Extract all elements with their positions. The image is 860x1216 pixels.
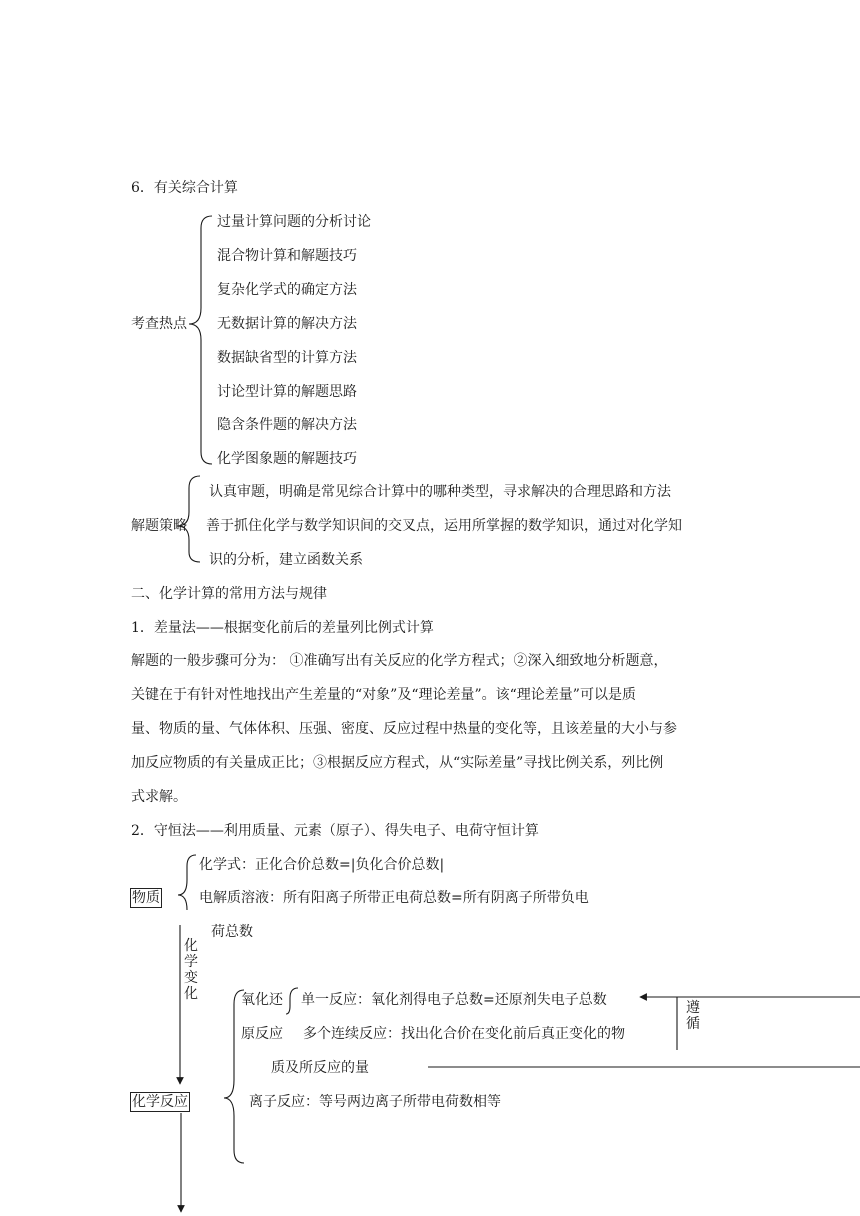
paragraph-line: 量、物质的量、气体体积、压强、密度、反应过程中热量的变化等，且该差量的大小与参	[131, 721, 677, 737]
brace-reaction	[224, 990, 244, 1163]
hotspot-item: 混合物计算和解题技巧	[217, 248, 357, 264]
chem-change-label: 化学变化	[184, 938, 198, 1002]
strategy-label: 解题策略	[131, 518, 187, 534]
hotspot-item: 无数据计算的解决方法	[217, 316, 357, 332]
hotspot-item: 化学图象题的解题技巧	[217, 451, 357, 467]
strategy-item: 识的分析，建立函数关系	[209, 552, 363, 568]
part-heading: 二、化学计算的常用方法与规律	[131, 586, 327, 602]
paragraph-line: 加反应物质的有关量成正比；③根据反应方程式，从“实际差量”寻找比例关系，列比例	[131, 755, 664, 771]
matter-box: 物质	[132, 890, 160, 906]
matter-item: 化学式：正化合价总数=|负化合价总数|	[199, 857, 445, 873]
hotspot-item: 过量计算问题的分析讨论	[217, 214, 371, 230]
brace-hotspots	[189, 216, 212, 464]
paragraph-line: 关键在于有针对性地找出产生差量的“对象”及“理论差量”。该“理论差量”可以是质	[131, 687, 636, 703]
single-reaction: 单一反应：氧化剂得电子总数=还原剂失电子总数	[301, 992, 607, 1008]
redox-label: 原反应	[241, 1026, 283, 1042]
multi-reaction: 质及所反应的量	[271, 1060, 369, 1076]
follow-label: 遵循	[686, 1000, 700, 1032]
reaction-box: 化学反应	[132, 1094, 188, 1110]
redox-label: 氧化还	[241, 992, 283, 1008]
paragraph-line: 式求解。	[131, 789, 187, 805]
strategy-item: 认真审题，明确是常见综合计算中的哪种类型，寻求解决的合理思路和方法	[209, 484, 671, 500]
section-heading: 6．有关综合计算	[131, 180, 238, 196]
paragraph-line: 解题的一般步骤可分为： ①准确写出有关反应的化学方程式；②深入细致地分析题意，	[131, 653, 668, 669]
ionic-reaction: 离子反应：等号两边离子所带电荷数相等	[249, 1094, 501, 1110]
hotspot-item: 讨论型计算的解题思路	[217, 384, 357, 400]
hotspot-label: 考查热点	[131, 316, 187, 332]
multi-reaction: 多个连续反应：找出化合价在变化前后真正变化的物	[303, 1026, 625, 1042]
strategy-item: 善于抓住化学与数学知识间的交叉点，运用所掌握的数学知识，通过对化学知	[206, 518, 682, 534]
hotspot-item: 数据缺省型的计算方法	[217, 350, 357, 366]
method-title: 2．守恒法——利用质量、元素（原子）、得失电子、电荷守恒计算	[131, 823, 539, 839]
matter-item: 电解质溶液：所有阳离子所带正电荷总数=所有阴离子所带负电	[199, 890, 589, 906]
matter-item: 荷总数	[211, 924, 253, 940]
method-title: 1．差量法——根据变化前后的差量列比例式计算	[131, 620, 434, 636]
brace-matter	[178, 855, 196, 910]
hotspot-item: 隐含条件题的解决方法	[217, 417, 357, 433]
brace-strategies	[177, 476, 200, 562]
brace-redox	[286, 988, 298, 1014]
hotspot-item: 复杂化学式的确定方法	[217, 282, 357, 298]
